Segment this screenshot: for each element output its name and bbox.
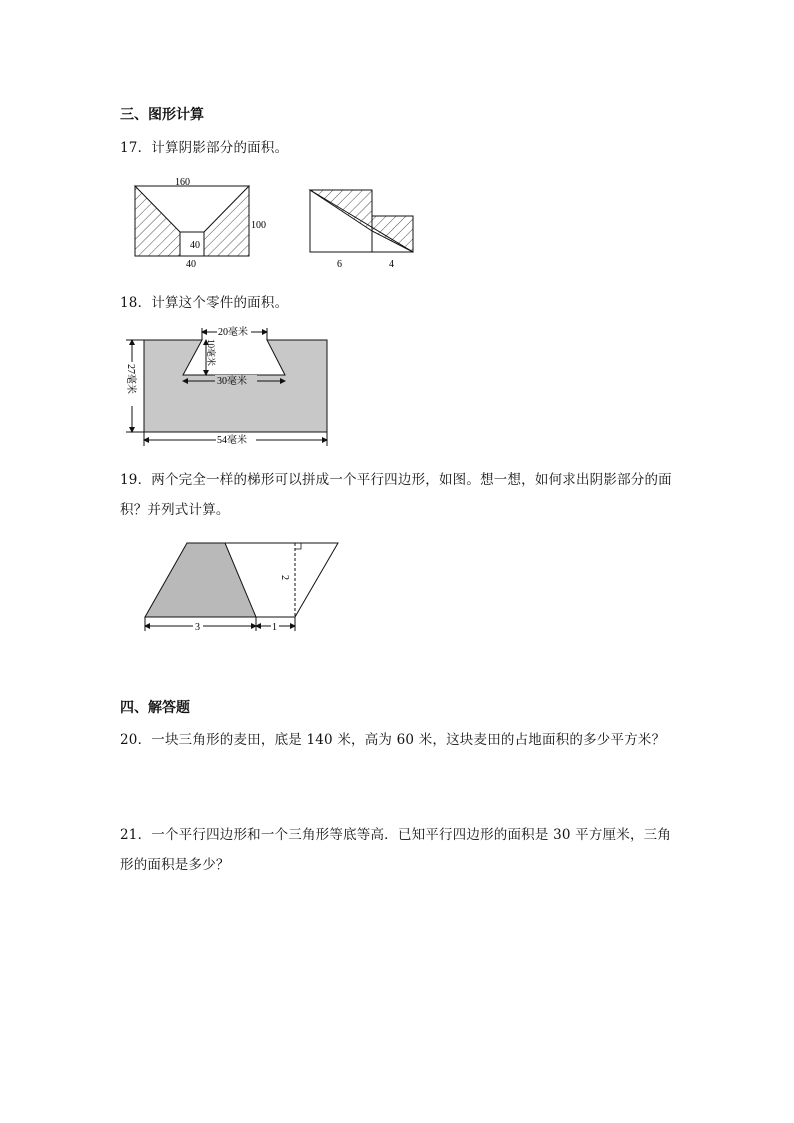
question-18-figure xyxy=(120,320,340,450)
shaded-trapezoid xyxy=(145,543,256,617)
question-19-line1: 19．两个完全一样的梯形可以拼成一个平行四边形，如图。想一想，如何求出阴影部分的面 xyxy=(120,472,672,488)
label-10mm: 10毫米 xyxy=(206,339,216,367)
figure-17b xyxy=(310,190,413,270)
label-160: 160 xyxy=(175,177,190,188)
label-20mm: 20毫米 xyxy=(218,327,248,338)
question-19-figure xyxy=(135,535,350,640)
label-40-bottom: 40 xyxy=(186,259,196,270)
figure-17a xyxy=(135,177,266,270)
question-17-text: 17．计算阴影部分的面积。 xyxy=(120,140,289,156)
label-27mm: 27毫米 xyxy=(125,364,136,394)
label-small-1: 1 xyxy=(272,622,277,633)
question-21-line2: 形的面积是多少？ xyxy=(120,857,230,873)
label-6: 6 xyxy=(337,259,342,270)
label-30mm: 30毫米 xyxy=(217,376,247,387)
label-54mm: 54毫米 xyxy=(217,435,247,446)
label-base-3: 3 xyxy=(195,622,200,633)
question-19-line2: 积？并列式计算。 xyxy=(120,502,230,518)
question-20-text: 20．一块三角形的麦田，底是 140 米，高为 60 米，这块麦田的占地面积的多少平方米？ xyxy=(120,732,666,748)
question-21-line1: 21．一个平行四边形和一个三角形等底等高．已知平行四边形的面积是 30 平方厘米，三角 xyxy=(120,827,672,843)
label-height-2: 2 xyxy=(279,575,290,580)
section-4-title: 四、解答题 xyxy=(120,700,190,716)
question-18-text: 18．计算这个零件的面积。 xyxy=(120,295,289,311)
label-40-inner: 40 xyxy=(190,240,200,251)
section-3-title: 三、图形计算 xyxy=(120,107,204,123)
label-4: 4 xyxy=(389,259,394,270)
label-100: 100 xyxy=(251,220,266,231)
question-17-figures xyxy=(125,170,425,275)
